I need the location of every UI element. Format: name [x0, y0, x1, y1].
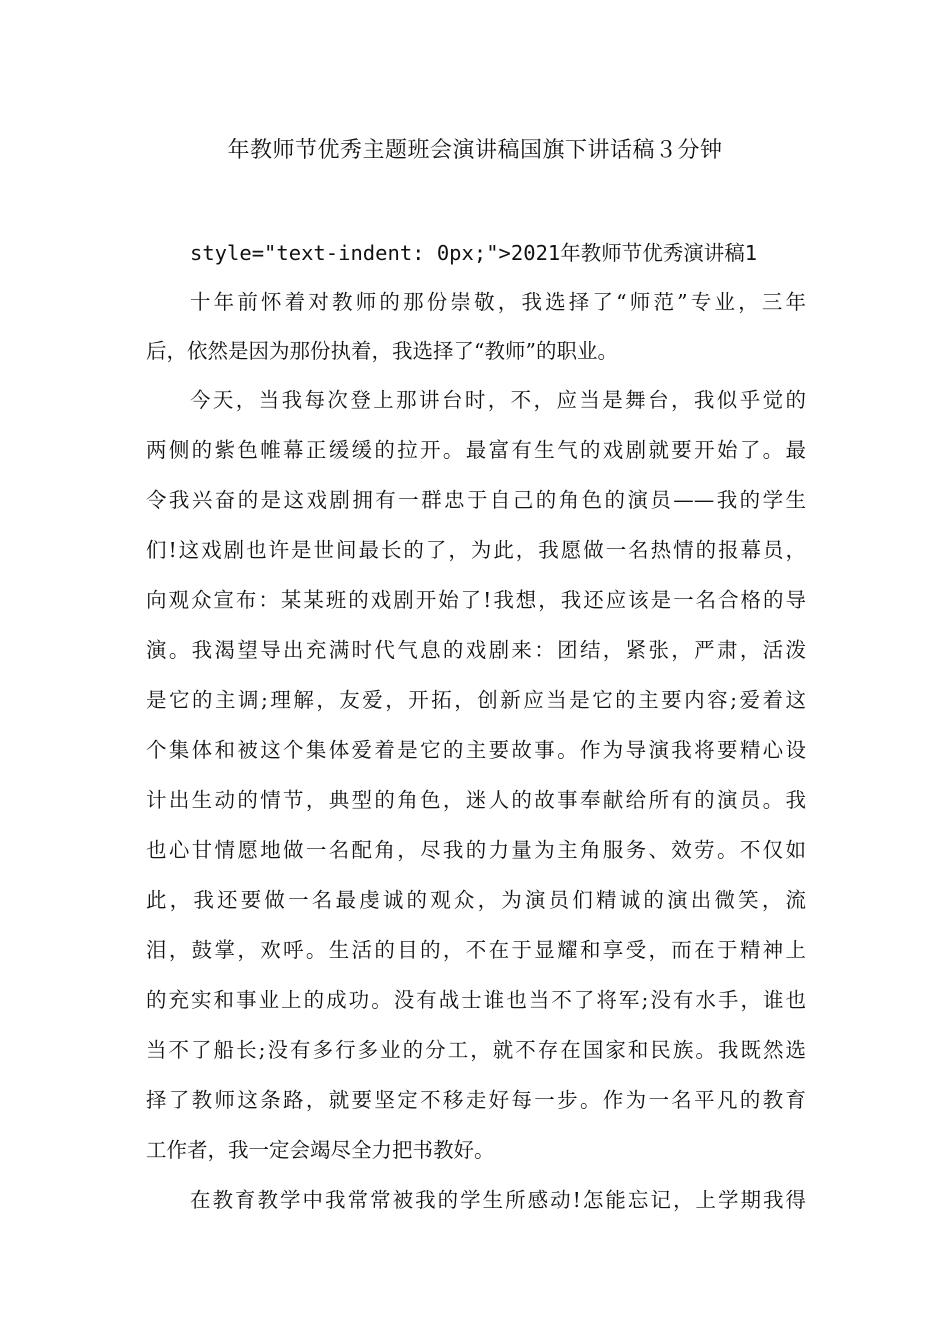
text-line: 们!这戏剧也许是世间最长的了，为此，我愿做一名热情的报幕员，	[146, 538, 806, 562]
text-line: 也心甘情愿地做一名配角，尽我的力量为主角服务、效劳。不仅如	[146, 838, 806, 862]
text-line: 向观众宣布：某某班的戏剧开始了!我想，我还应该是一名合格的导	[146, 588, 806, 612]
document-title: 年教师节优秀主题班会演讲稿国旗下讲话稿３分钟	[227, 138, 723, 163]
text-line: 十年前怀着对教师的那份崇敬，我选择了“师范”专业，三年	[190, 290, 806, 314]
text-line: 工作者，我一定会竭尽全力把书教好。	[146, 1138, 495, 1162]
text-line: 今天，当我每次登上那讲台时，不，应当是舞台，我似乎觉的	[190, 388, 806, 412]
text-line: 当不了船长;没有多行多业的分工，就不存在国家和民族。我既然选	[146, 1038, 806, 1062]
text-line: style="text-indent: 0px;">2021年教师节优秀演讲稿1	[190, 241, 758, 265]
text-line: 择了教师这条路，就要坚定不移走好每一步。作为一名平凡的教育	[146, 1088, 806, 1112]
text-line: 在教育教学中我常常被我的学生所感动!怎能忘记，上学期我得	[190, 1188, 806, 1212]
text-line: 计出生动的情节，典型的角色，迷人的故事奉献给所有的演员。我	[146, 788, 806, 812]
text-line: 两侧的紫色帷幕正缓缓的拉开。最富有生气的戏剧就要开始了。最	[146, 438, 806, 462]
text-line: 令我兴奋的是这戏剧拥有一群忠于自己的角色的演员——我的学生	[146, 488, 806, 512]
text-line: 后，依然是因为那份执着，我选择了“教师”的职业。	[146, 339, 618, 363]
text-line: 演。我渴望导出充满时代气息的戏剧来：团结，紧张，严肃，活泼	[146, 638, 806, 662]
text-line: 个集体和被这个集体爱着是它的主要故事。作为导演我将要精心设	[146, 738, 806, 762]
text-line: 是它的主调;理解，友爱，开拓，创新应当是它的主要内容;爱着这	[146, 688, 806, 712]
text-line: 此，我还要做一名最虔诚的观众，为演员们精诚的演出微笑，流	[146, 888, 806, 912]
text-line: 的充实和事业上的成功。没有战士谁也当不了将军;没有水手，谁也	[146, 988, 806, 1012]
text-line: 泪，鼓掌，欢呼。生活的目的，不在于显耀和享受，而在于精神上	[146, 938, 806, 962]
